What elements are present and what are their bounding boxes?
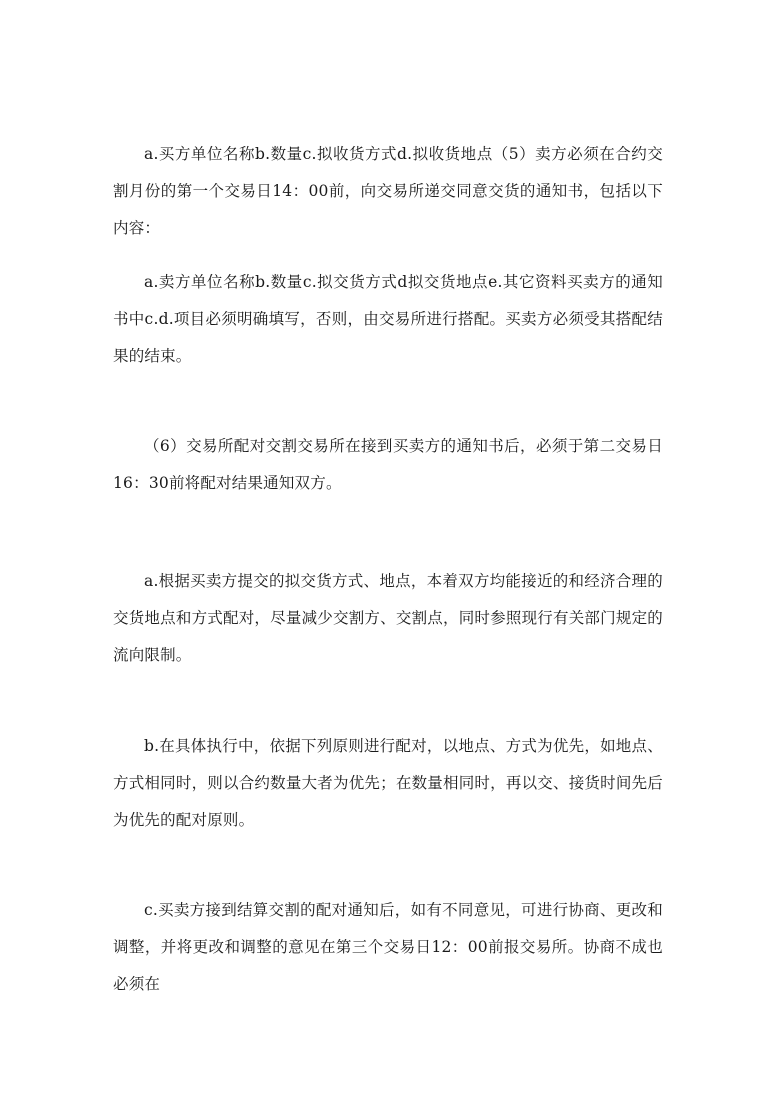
paragraph-buyer-details: a.买方单位名称b.数量c.拟收货方式d.拟收货地点（5）卖方必须在合约交割月份的第一个交易日14：00前，向交易所递交同意交货的通知书，包括以下内容： — [113, 145, 663, 237]
paragraph-seller-details: a.卖方单位名称b.数量c.拟交货方式d拟交货地点e.其它资料买卖方的通知书中c.d.项目必须明确填写，否则，由交易所进行搭配。买卖方必须受其搭配结果的结束。 — [113, 273, 663, 365]
paragraph-matching-deadline: （6）交易所配对交割交易所在接到买卖方的通知书后，必须于第二交易日16：30前将配对结果通知双方。 — [113, 437, 663, 492]
paragraph-matching-principle-c: c.买卖方接到结算交割的配对通知后，如有不同意见，可进行协商、更改和调整，并将更改和调整的意见在第三个交易日12：00前报交易所。协商不成也必须在 — [113, 901, 663, 993]
paragraph-matching-principle-b: b.在具体执行中，依据下列原则进行配对，以地点、方式为优先，如地点、方式相同时，则以合约数量大者为优先；在数量相同时，再以交、接货时间先后为优先的配对原则。 — [113, 737, 663, 829]
paragraph-matching-principle-a: a.根据买卖方提交的拟交货方式、地点，本着双方均能接近的和经济合理的交货地点和方式配对，尽量减少交割方、交割点，同时参照现行有关部门规定的流向限制。 — [113, 572, 663, 664]
